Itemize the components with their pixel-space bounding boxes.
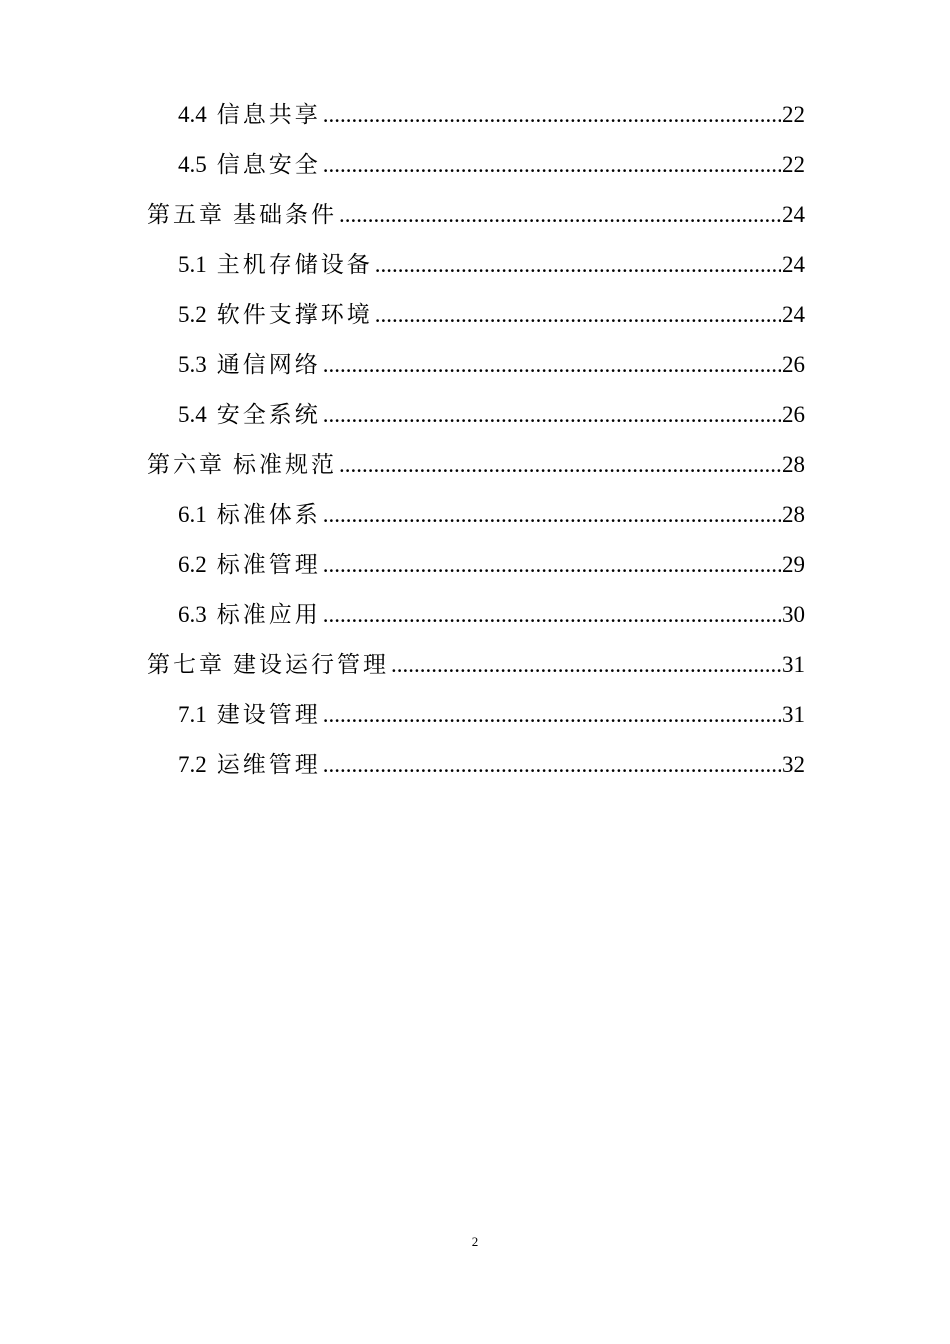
toc-entry-title: 标准体系 [216, 502, 321, 527]
dot-leader [323, 390, 781, 440]
toc-entry-number: 4.5 [178, 152, 207, 177]
toc-entry[interactable] [0, 690, 950, 740]
toc-entry-page: 24 [782, 302, 805, 327]
toc-entry[interactable] [0, 390, 950, 440]
toc-entry-title: 标准管理 [216, 552, 321, 577]
toc-entry-number: 7.2 [178, 752, 207, 777]
toc-entry[interactable] [0, 590, 950, 640]
toc-entry-page: 28 [782, 502, 805, 527]
dot-leader [339, 190, 781, 240]
toc-entry-number: 5.1 [178, 252, 207, 277]
toc-entry-number: 6.2 [178, 552, 207, 577]
toc-entry-title: 安全系统 [216, 402, 321, 427]
dot-leader [375, 290, 781, 340]
toc-entry[interactable] [0, 90, 950, 140]
toc-entry-page: 22 [782, 152, 805, 177]
toc-entry-page: 26 [782, 402, 805, 427]
dot-leader [323, 340, 781, 390]
toc-entry-page: 29 [782, 552, 805, 577]
toc-entry-number: 6.3 [178, 602, 207, 627]
toc-chapter-number: 第六章 [147, 452, 225, 477]
toc-entry-title: 信息安全 [216, 152, 321, 177]
toc-entry-page: 30 [782, 602, 805, 627]
toc-chapter-number: 第五章 [147, 202, 225, 227]
toc-chapter-number: 第七章 [147, 652, 225, 677]
toc-entry[interactable] [0, 240, 950, 290]
dot-leader [323, 590, 781, 640]
toc-entry-title: 信息共享 [216, 102, 321, 127]
toc-chapter-title: 建设运行管理 [233, 652, 389, 677]
toc-entry-page: 31 [782, 652, 805, 677]
toc-entry-number: 7.1 [178, 702, 207, 727]
toc-entry-page: 32 [782, 752, 805, 777]
toc-entry-page: 22 [782, 102, 805, 127]
dot-leader [375, 240, 781, 290]
toc-entry-number: 5.2 [178, 302, 207, 327]
toc-entry-page: 26 [782, 352, 805, 377]
dot-leader [339, 440, 781, 490]
toc-chapter-title: 基础条件 [233, 202, 337, 227]
page-number: 2 [471, 1234, 479, 1249]
toc-entry[interactable] [0, 740, 950, 790]
dot-leader [323, 690, 781, 740]
dot-leader [323, 740, 781, 790]
dot-leader [323, 540, 781, 590]
toc-chapter-entry[interactable] [0, 440, 950, 490]
toc-entry-title: 主机存储设备 [216, 252, 373, 277]
toc-entry[interactable] [0, 140, 950, 190]
table-of-contents [0, 90, 950, 790]
toc-entry[interactable] [0, 290, 950, 340]
dot-leader [323, 140, 781, 190]
toc-entry[interactable] [0, 540, 950, 590]
toc-entry[interactable] [0, 340, 950, 390]
toc-entry-number: 6.1 [178, 502, 207, 527]
toc-entry-title: 通信网络 [216, 352, 321, 377]
toc-entry-title: 建设管理 [216, 702, 321, 727]
dot-leader [391, 640, 781, 690]
toc-entry-page: 24 [782, 252, 805, 277]
dot-leader [323, 90, 781, 140]
toc-entry-title: 软件支撑环境 [216, 302, 373, 327]
toc-chapter-entry[interactable] [0, 190, 950, 240]
toc-entry-page: 28 [782, 452, 805, 477]
toc-chapter-entry[interactable] [0, 640, 950, 690]
toc-entry-number: 4.4 [178, 102, 207, 127]
toc-entry-number: 5.4 [178, 402, 207, 427]
toc-chapter-title: 标准规范 [233, 452, 337, 477]
dot-leader [323, 490, 781, 540]
toc-entry-number: 5.3 [178, 352, 207, 377]
toc-entry-page: 24 [782, 202, 805, 227]
toc-entry-title: 标准应用 [216, 602, 321, 627]
toc-entry[interactable] [0, 490, 950, 540]
toc-entry-title: 运维管理 [216, 752, 321, 777]
toc-entry-page: 31 [782, 702, 805, 727]
